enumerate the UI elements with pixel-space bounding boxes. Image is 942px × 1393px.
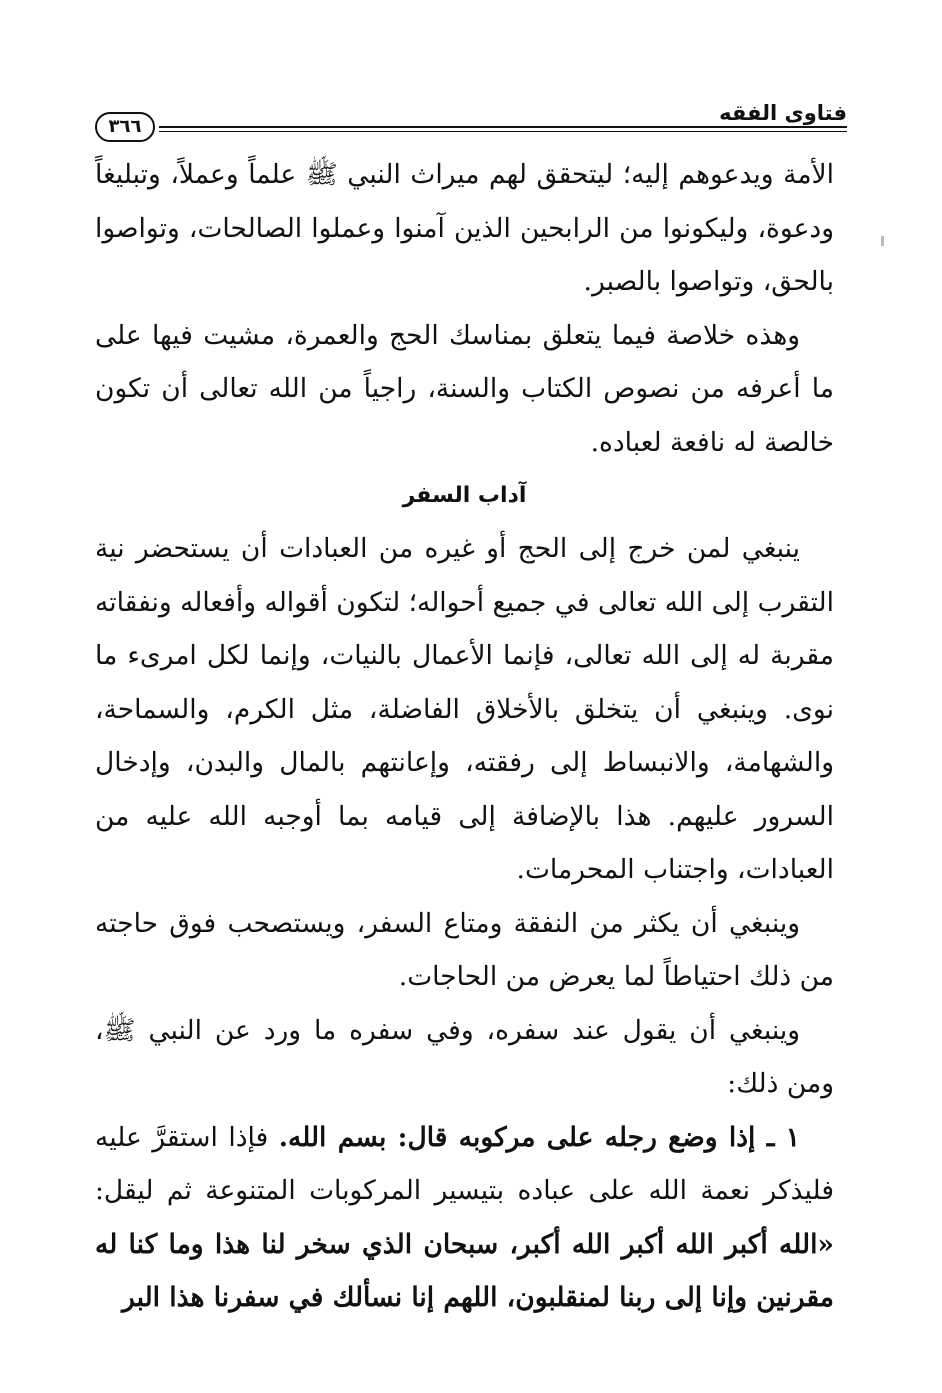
- list-item-1: [95, 1111, 834, 1325]
- item-1-text: فإذا استقرَّ عليه فليذكر نعمة الله على عباده بتيسير المركوبات المتنوعة ثم ليقل:: [95, 1121, 834, 1206]
- running-header: [95, 100, 847, 144]
- section-heading: آداب السفر: [402, 483, 527, 508]
- intro-paragraph-1: الأمة ويدعوهم إليه؛ ليتحقق لهم ميراث النبي ﷺ علماً وعملاً، وتبليغاً ودعوة، وليكونوا من الرابحين الذين آمنوا وعملوا الصالحات، وتواصوا بالحق، وتواصوا بالصبر.: [95, 159, 834, 297]
- intro-paragraph-2: وهذه خلاصة فيما يتعلق بمناسك الحج والعمرة، مشيت فيها على ما أعرفه من نصوص الكتاب والسنة، راجياً من الله تعالى أن تكون خالصة له نافعة لعباده.: [95, 319, 834, 458]
- section-paragraph-1: ينبغي لمن خرج إلى الحج أو غيره من العبادات أن يستحضر نية التقرب إلى الله تعالى في جميع أحواله؛ لتكون أقواله وأفعاله ونفقاته مقربة له إلى الله تعالى، فإنما الأعمال بالنيات، وإنما لكل امرىء ما نوى. وينبغي أن يتخلق بالأخلاق الفاضلة، مثل الكرم، والسماحة، والشهامة، والانبساط إلى رفقته، وإعانتهم بالمال والبدن، وإدخال السرور عليهم. هذا بالإضافة إلى قيامه بما أوجبه الله عليه من العبادات، واجتناب المحرمات.: [95, 533, 834, 885]
- margin-mark: [881, 236, 884, 246]
- section-paragraph-2: وينبغي أن يكثر من النفقة ومتاع السفر، ويستصحب فوق حاجته من ذلك احتياطاً لما يعرض من الحاجات.: [95, 907, 834, 992]
- item-1-lead: ١ ـ إذا وضع رجله على مركوبه قال: بسم الله.: [278, 1121, 800, 1153]
- item-1-supplication: «الله أكبر الله أكبر الله أكبر، سبحان الذي سخر لنا هذا وما كنا له مقرنين وإنا إلى ربنا لمنقلبون، اللهم إنا نسألك في سفرنا هذا البر: [95, 1228, 834, 1313]
- header-rule: [159, 126, 847, 128]
- header-title: فتاوى الفقه: [719, 101, 847, 125]
- page-number: ٣٦٦: [95, 112, 155, 142]
- header-rule-thin: [159, 131, 847, 132]
- section-paragraph-3: وينبغي أن يقول عند سفره، وفي سفره ما ورد عن النبي ﷺ، ومن ذلك:: [95, 1014, 834, 1099]
- page-body: [95, 148, 834, 1325]
